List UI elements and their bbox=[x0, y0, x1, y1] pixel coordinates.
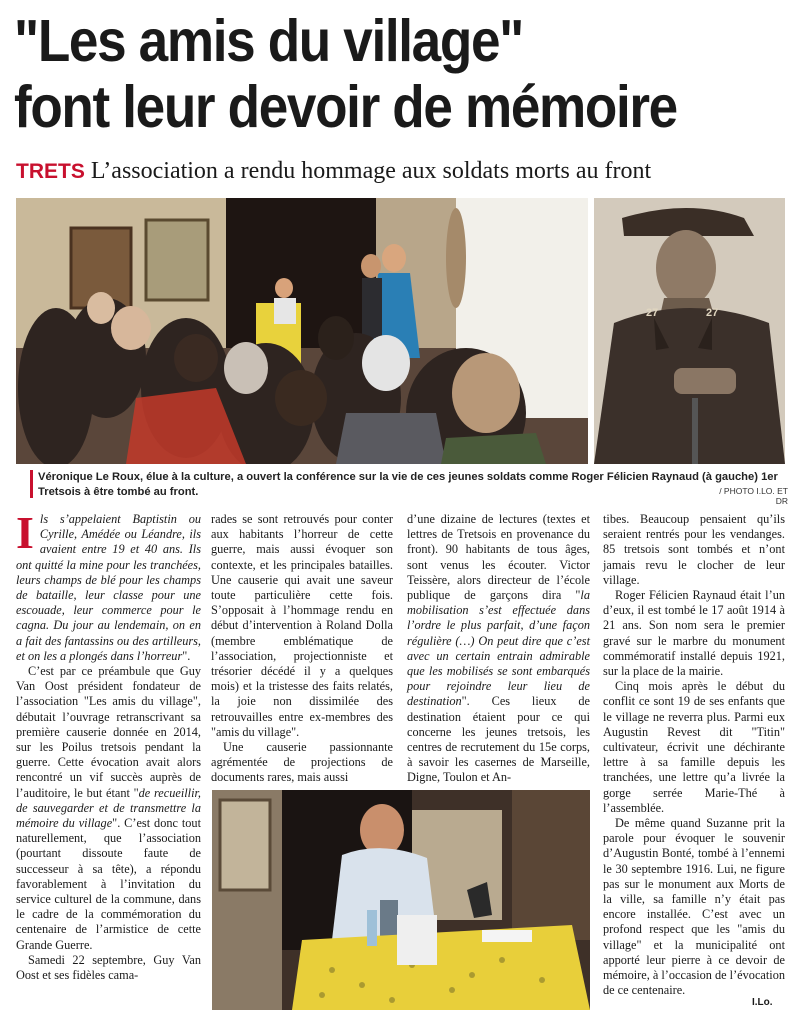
article-paragraph: De même quand Suzanne prit la parole pour évoquer le souvenir d’Augustin Bonté, tombé à l’ennemi le 30 septembre 1916. Lui, ne figure pas sur le monument aux Morts de la ville, sa famille n’y était pas encore installée. C’est avec un profond respect que les "amis du village" et la municipalité ont apporté leur pierre à ce devoir de mémoire, à l’occasion de l’évocation de ce centenaire. bbox=[603, 816, 785, 998]
quote-italic: de recueillir, de sauvegarder et de transmettre la mémoire du village bbox=[16, 785, 201, 831]
soldier-portrait-photo bbox=[594, 198, 785, 464]
caption-accent-bar bbox=[30, 470, 33, 498]
author-signature: I.Lo. bbox=[752, 997, 773, 1008]
headline-line-2: font leur devoir de mémoire bbox=[14, 74, 677, 140]
article-paragraph: Une causerie passionnante agrémentée de projections de documents rares, mais aussi bbox=[211, 740, 393, 785]
conference-photo bbox=[16, 198, 588, 464]
dropcap: I bbox=[16, 507, 34, 558]
headline-line-1: "Les amis du village" bbox=[14, 8, 523, 74]
subheadline bbox=[16, 156, 791, 187]
article-paragraph bbox=[16, 664, 201, 953]
photo-credit: / PHOTO I.LO. ET DR bbox=[719, 486, 788, 506]
photo-caption: Véronique Le Roux, élue à la culture, a ouvert la conférence sur la vie de ces jeunes soldats comme Roger Félicien Raynaud (à gauche) 1er Tretsois à être tombé au front. bbox=[38, 471, 778, 498]
article-paragraph: tibes. Beaucoup pensaient qu’ils seraient rentrés pour les vendanges. 85 tretsois sont tombés et n’ont jamais revu le clocher de leur village. bbox=[603, 512, 785, 587]
paragraph-text: ". Ces lieux de destination étaient pour ce qui concerne les jeunes tretsois, les centres de recrutement du 15e corps, à savoir les casernes de Marseille, Digne, Toulon et An- bbox=[407, 694, 590, 785]
subheadline-text: L’association a rendu hommage aux soldats morts au front bbox=[90, 158, 652, 184]
location-kicker: TRETS bbox=[16, 160, 85, 183]
paragraph-text: ". C’est donc tout naturellement, que l’association (pourtant dissoute faute de successeur à sa tête), a répondu favorablement à l’invitation du service culturel de la commune, dans le cadre de la commémoration du centenaire de l’armistice de cette Grande Guerre. bbox=[16, 816, 202, 952]
collar-number-left: 27 bbox=[646, 307, 659, 319]
headline bbox=[14, 8, 712, 140]
article-column-3 bbox=[407, 512, 590, 786]
article-column-2 bbox=[211, 512, 393, 786]
article-paragraph: Roger Félicien Raynaud était l’un d’eux, il est tombé le 17 août 1914 à 21 ans. Son nom sera le premier gravé sur le marbre du monument commémoratif installé depuis 1921, sur la place de la mairie. bbox=[603, 588, 785, 679]
article-paragraph: Samedi 22 septembre, Guy Van Oost et ses fidèles cama- bbox=[16, 952, 201, 983]
speaker-photo bbox=[212, 790, 590, 1010]
article-column-1 bbox=[16, 507, 202, 983]
lead-end: ". bbox=[182, 648, 191, 663]
paragraph-text: C’est par ce préambule que Guy Van Oost président fondateur de l’association "Les amis du village", débutait l’ouvrage retranscrivant sa première causerie donnée en 2014, sur les Poilus tretsois pendant la guerre. Cette évocation avait alors rencontré un vif succès auprès de l’auditoire, le but étant " bbox=[16, 664, 201, 800]
article-paragraph bbox=[16, 507, 201, 664]
article-column-4 bbox=[603, 512, 785, 999]
article-paragraph: rades se sont retrouvés pour conter aux habitants l’horreur de cette guerre, mais aussi évoquer son contexte, et les principales batailles. Une causerie qui avait une saveur toute particulière cette fois. S’opposait à l’hommage rendu en début d’intervention à Roland Dolla (membre emblématique de l’association, projectionniste et trésorier décédé il y a quelques mois) et la tristesse des faits relatés, la joie non dissimilée des retrouvailles entre ex-membres des "amis du village". bbox=[211, 512, 393, 739]
quote-italic: la mobilisation s’est effectuée dans l’ordre le plus parfait, d’une façon régulière (…) On peut dire que c’est avec un certain entrain admirable que les mobilisés se sont embarqués pour rejoindre leur lieu de destination bbox=[407, 588, 590, 709]
lead-italic-text: ls s’appelaient Baptistin ou Cyrille, Amédée ou Léandre, ils avaient entre 19 et 40 ans. Ils ont quitté la mine pour les tranchées, leurs champs de blé pour les champs de bataille, leur classe pour une escouade, leur commerce pour le cagna. Du jour au lendemain, on en a fait des fantassins ou des artilleurs, et on les a plongés dans l’horreur bbox=[16, 512, 201, 663]
article-paragraph: Cinq mois après le début du conflit ce sont 19 de ses enfants que le village ne reverra plus. Parmi eux Augustin Revest dit "Titin" cultivateur, écrivit une déchirante lettre à sa famille depuis les tranchées, une lettre qu’a livrée la gorge serrée Marie-Thé à l’assemblée. bbox=[603, 679, 785, 815]
collar-number-right: 27 bbox=[706, 307, 719, 319]
article-paragraph bbox=[407, 512, 590, 786]
paragraph-text: d’une dizaine de lectures (textes et lettres de Tretsois en provenance du front). 90 habitants de tous âges, sont venus les écouter. Victor Teissère, alors directeur de l’école publique de garçons dira " bbox=[407, 512, 590, 603]
